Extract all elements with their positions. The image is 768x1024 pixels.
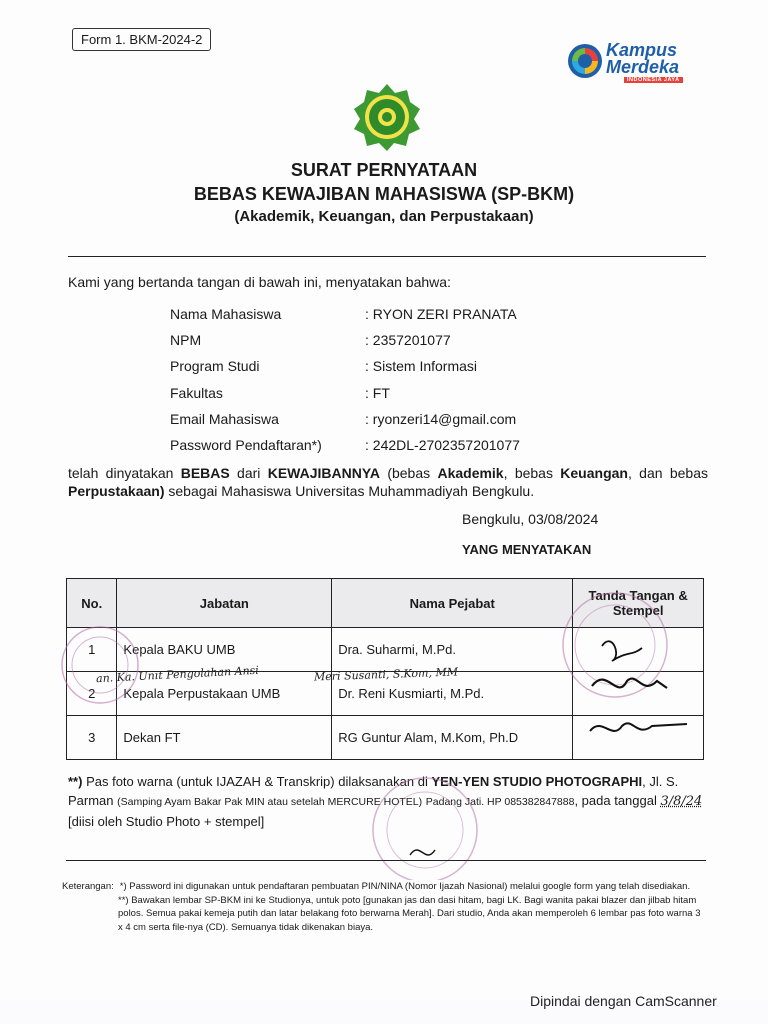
- form-code: Form 1. BKM-2024-2: [72, 28, 211, 51]
- field-value: : ryonzeri14@gmail.com: [365, 411, 517, 427]
- university-crest-icon: [352, 82, 422, 152]
- field-label: NPM: [170, 332, 202, 348]
- table-header-row: [67, 579, 704, 628]
- title-divider: [68, 256, 706, 257]
- camscanner-watermark: Dipindai dengan CamScanner: [530, 993, 717, 1009]
- column-header-no: No.: [67, 579, 117, 628]
- signature-icon: [582, 626, 692, 756]
- field-value: : 2357201077: [365, 332, 451, 348]
- field-value: : Sistem Informasi: [365, 358, 478, 374]
- handwritten-name: Meri Susanti, S.Kom, MM: [313, 665, 459, 684]
- handwritten-note: an. Ka. Unit Pengolahan Ansi: [95, 663, 260, 686]
- title-line-1: SURAT PERNYATAAN: [290, 160, 478, 180]
- column-header-nama: Nama Pejabat: [332, 579, 573, 628]
- statement-paragraph: telah dinyatakan BEBAS dari KEWAJIBANNYA (bebas Akademik, bebas Keuangan, dan bebas Perpustakaan) sebagai Mahasiswa Universitas Muhammadiyah Bengkulu.: [68, 465, 708, 499]
- table-row: 3 Dekan FT RG Guntur Alam, M.Kom, Ph.D: [67, 716, 704, 760]
- field-label: Program Studi: [170, 358, 260, 374]
- field-label: Password Pendaftaran*): [170, 437, 322, 453]
- footnote: Keterangan: *) Password ini digunakan untuk pendaftaran pembuatan PIN/NINA (Nomor Ijazah Nasional) melalui google form yang telah disediakan. **) Bawakan lembar SP-BKM ini ke Studionya, untuk poto [gunakan jas dan dasi hitam, bagi LK. Bagi wanita pakai blazer dan jilbab hitam polos. Semua pakai kemeja putih dan latar belakang foto berwarna Merah]. Dari studio, Anda akan memperoleh 6 lembar pas foto warna 3 x 4 cm serta file-nya (CD). Semuanya tidak dikenakan biaya.: [62, 881, 701, 933]
- field-value: : 242DL-2702357201077: [365, 437, 520, 453]
- column-header-jabatan: Jabatan: [117, 579, 332, 628]
- footnote-divider: [66, 860, 706, 861]
- field-value: : FT: [365, 385, 390, 401]
- table-row: 2 Kepala Perpustakaan UMB Dr. Reni Kusmiarti, M.Pd.: [67, 672, 704, 716]
- field-label: Nama Mahasiswa: [170, 306, 282, 322]
- field-value: : RYON ZERI PRANATA: [365, 306, 517, 322]
- column-header-ttd: Tanda Tangan & Stempel: [573, 579, 704, 628]
- place-date: Bengkulu, 03/08/2024: [462, 511, 599, 527]
- field-label: Email Mahasiswa: [170, 411, 279, 427]
- kampus-merdeka-logo: Kampus Merdeka INDONESIA JAYA: [568, 40, 704, 84]
- field-label: Fakultas: [170, 385, 223, 401]
- signer-heading: YANG MENYATAKAN: [462, 542, 592, 557]
- title-line-3: (Akademik, Keuangan, dan Perpustakaan): [234, 208, 534, 225]
- title-line-2: BEBAS KEWAJIBAN MAHASISWA (SP-BKM): [193, 184, 575, 204]
- table-row: 1 Kepala BAKU UMB Dra. Suharmi, M.Pd.: [67, 628, 704, 672]
- photo-note: **) Pas foto warna (untuk IJAZAH & Transkrip) dilaksanakan di YEN-YEN STUDIO PHOTOGRAPHI, Jl. S. Parman (Samping Ayam Bakar Pak MIN atau setelah MERCURE HOTEL) Padang Jati. HP 085382847888, pada tanggal 3/8/24 [diisi oleh Studio Photo + stempel]: [68, 774, 703, 829]
- intro-text: Kami yang bertanda tangan di bawah ini, menyatakan bahwa:: [68, 274, 451, 290]
- kampus-merdeka-emblem-icon: [568, 44, 602, 78]
